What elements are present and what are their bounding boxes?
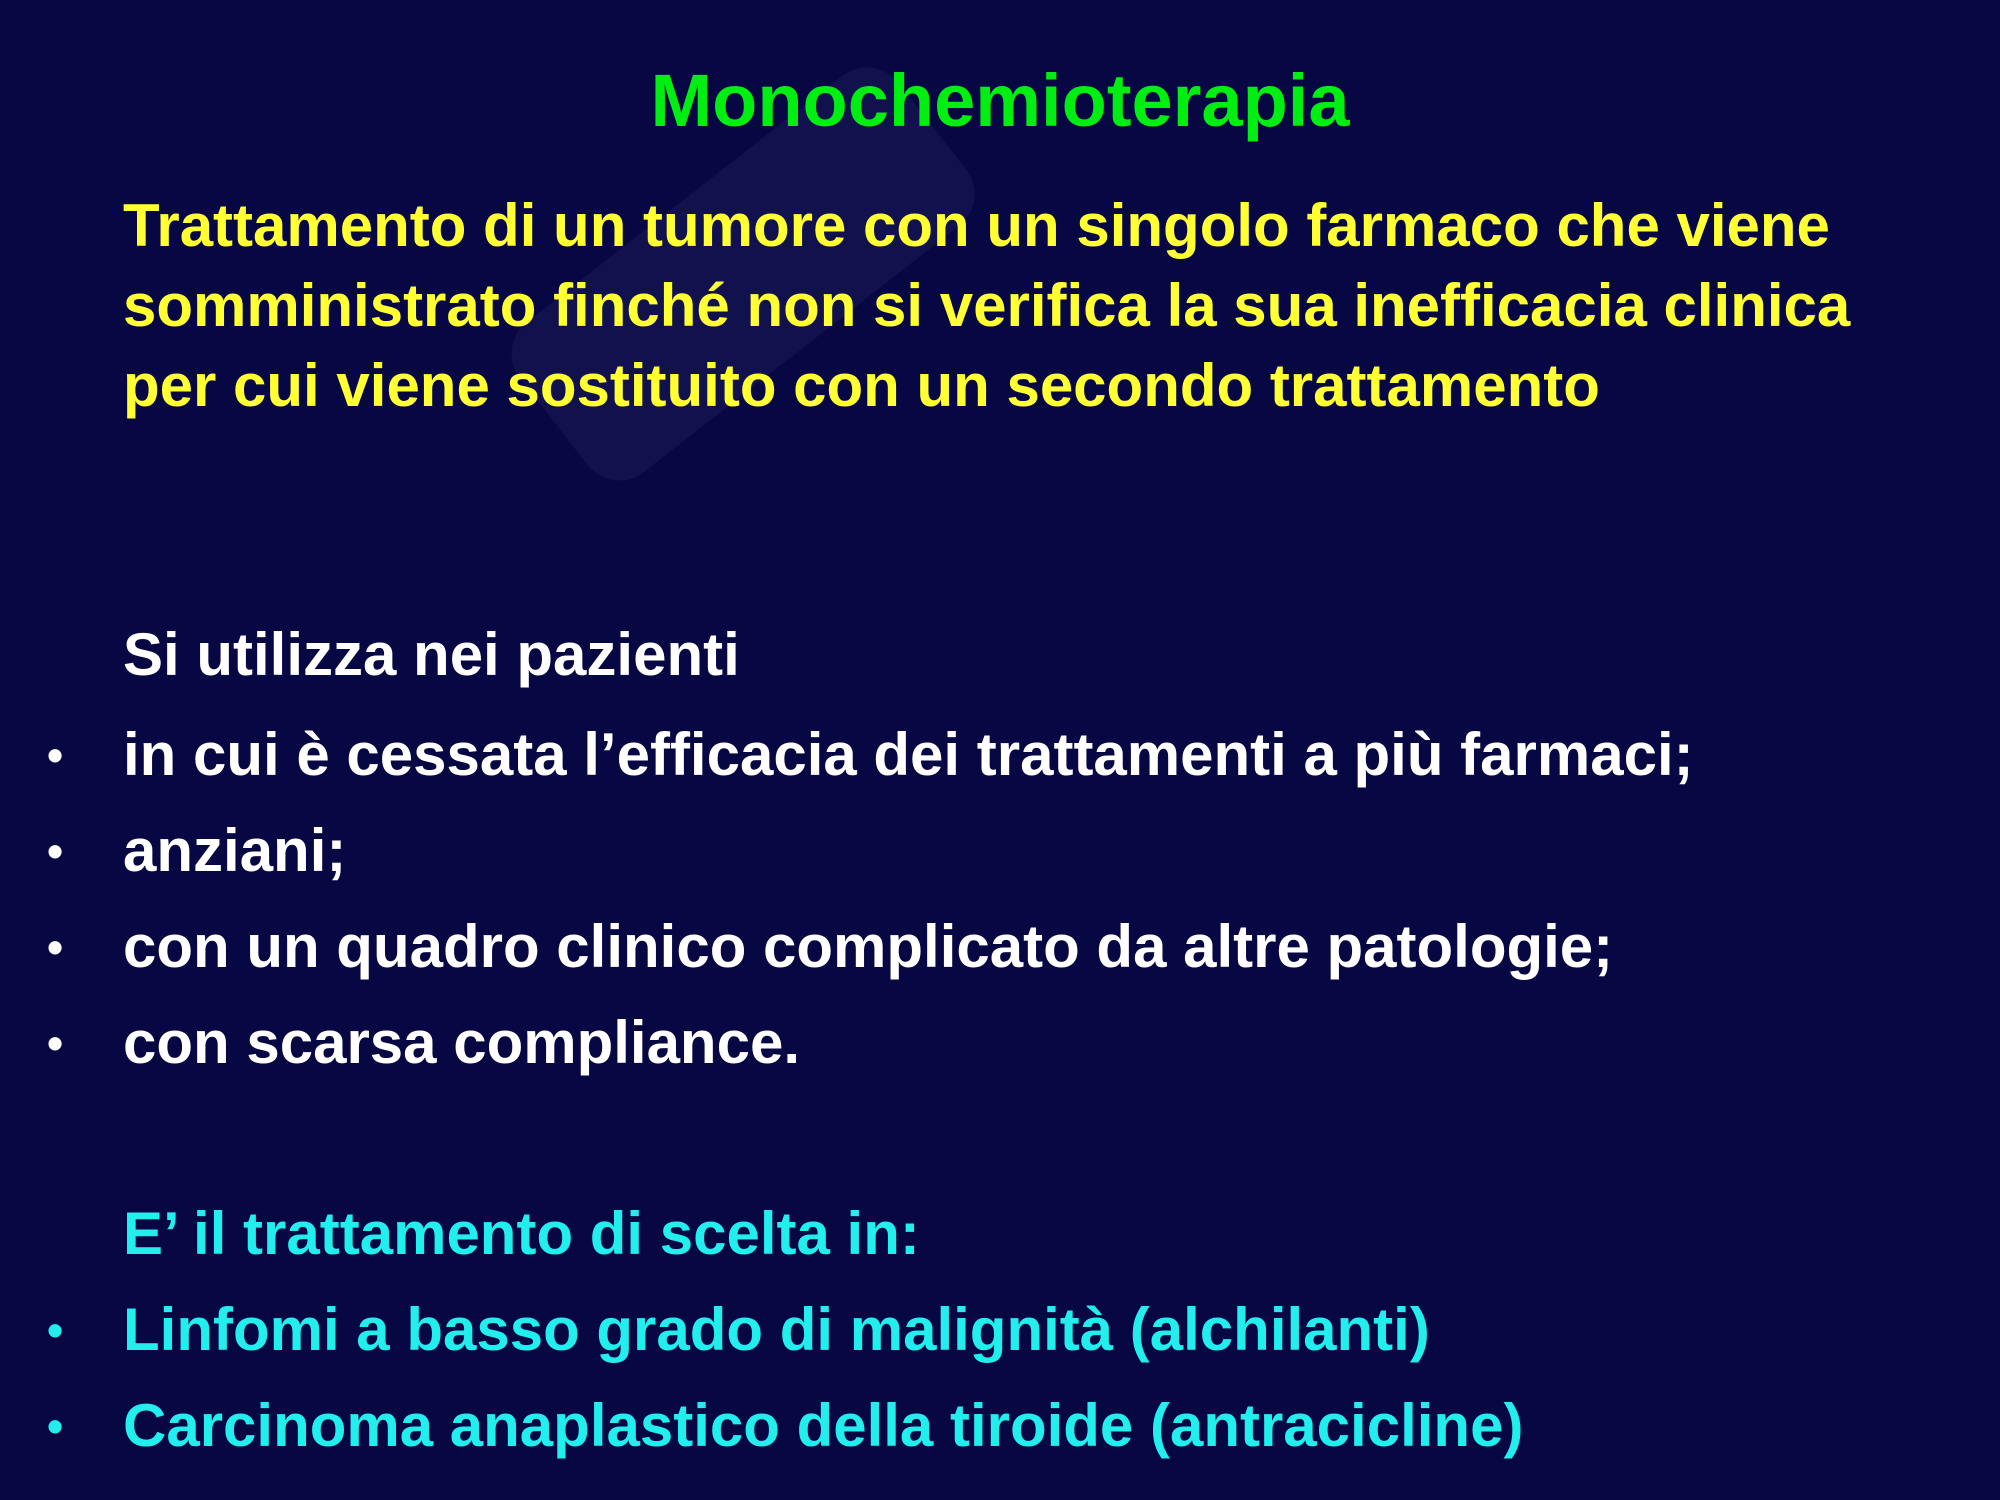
patients-heading: Si utilizza nei pazienti	[123, 621, 740, 688]
bullet-icon: •	[47, 921, 64, 973]
list-item-text: anziani;	[123, 817, 347, 884]
choice-list	[0, 1282, 2000, 1474]
list-item	[0, 899, 2000, 995]
bullet-icon: •	[47, 1400, 64, 1452]
list-item-text: Linfomi a basso grado di malignità (alchilanti)	[123, 1296, 1430, 1363]
list-item-text: in cui è cessata l’efficacia dei trattamenti a più farmaci;	[123, 721, 1694, 788]
list-item-text: con un quadro clinico complicato da altre patologie;	[123, 913, 1614, 980]
choice-heading: E’ il trattamento di scelta in:	[123, 1200, 920, 1267]
list-item	[0, 995, 2000, 1091]
bullet-icon: •	[47, 825, 64, 877]
bullet-icon: •	[47, 729, 64, 781]
list-item-text: Carcinoma anaplastico della tiroide (antracicline)	[123, 1392, 1524, 1459]
bullet-icon: •	[47, 1304, 64, 1356]
slide-title: Monochemioterapia	[650, 59, 1350, 142]
list-item-text: con scarsa compliance.	[123, 1009, 800, 1076]
list-item	[0, 1378, 2000, 1474]
list-item	[0, 803, 2000, 899]
patients-list	[0, 707, 2000, 1091]
list-item	[0, 1282, 2000, 1378]
bullet-icon: •	[47, 1017, 64, 1069]
list-item	[0, 707, 2000, 803]
definition-text: Trattamento di un tumore con un singolo farmaco che viene somministrato finché non si verifica la sua inefficacia clinica per cui viene sostituito con un secondo trattamento	[123, 192, 1851, 419]
